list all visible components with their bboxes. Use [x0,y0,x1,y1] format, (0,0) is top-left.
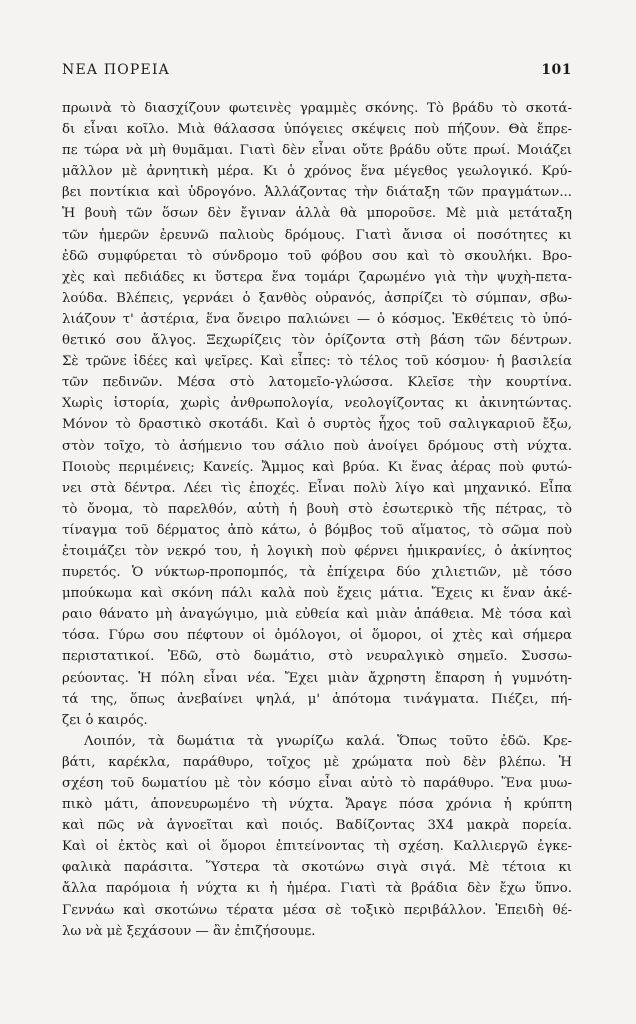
text-line: πυρετός. Ὁ νύκτωρ-προπομπός, τὰ ἐπίχειρα δύο χιλιετιῶν, μὲ τόσο [62,565,572,581]
text-line: λούδα. Βλέπεις, γερνάει ὁ ξανθὸς οὐρανός, ἀσπρίζει τὸ σύμπαν, σβω- [62,290,572,306]
text-line: δι εἶναι κοῖλο. Μιὰ θάλασσα ὑπόγειες σκέψεις ποὺ πήζουν. Θὰ ἔπρε- [62,122,572,138]
text-line: Χωρὶς ἱστορία, χωρὶς ἀνθρωπολογία, νεολογίζοντας κι ἀκινητώντας. [62,396,572,412]
text-line: θετικό σου ἄλγος. Ξεχωρίζεις τὸν ὁρίζοντα στὴ βάση τῶν δέντρων. [62,333,572,349]
text-line: τίναγμα τοῦ δέρματος ἀπὸ κάτω, ὁ βόμβος τοῦ αἵματος, τὸ σῶμα ποὺ [62,522,572,538]
text-line: ζει ὁ καιρός. [62,712,148,728]
text-line: βάτι, καρέκλα, παράθυρο, τοῖχος μὲ χρώματα ποὺ δὲν βλέπω. Ἡ [62,754,572,770]
text-line: Λοιπόν, τὰ δωμάτια τὰ γνωρίζω καλά. Ὅπως τοῦτο ἐδῶ. Κρε- [84,733,572,749]
text-line: λιάζουν τ' ἀστέρια, ἕνα ὄνειρο παλιώνει — ὁ κόσμος. Ἐκθέτεις τὸ ὑπό- [62,311,572,327]
text-line: μᾶλλον μὲ ἀρνητικὴ μέρα. Κι ὁ χρόνος ἕνα μέγεθος γεωλογικό. Κρύ- [62,164,572,180]
text-line: Ἡ βουὴ τῶν ὅσων δὲν ἔγιναν ἀλλὰ θὰ μποροῦσε. Μὲ μιὰ μετάταξη [62,206,572,222]
running-title: ΝΕΑ ΠΟΡΕΙΑ [62,62,170,78]
text-line: περιστατικοί. Ἐδῶ, στὸ δωμάτιο, στὸ νευραλγικὸ σημεῖο. Συσσω- [62,649,572,665]
text-line: πικὸ μάτι, ἀπονευρωμένο τὴ νύχτα. Ἄραγε πόσα χρόνια ἡ κρύπτη [62,797,572,813]
text-line: Σὲ τρῶνε ἰδέες καὶ ψεῖρες. Καὶ εἶπες: τὸ τέλος τοῦ κόσμου· ἡ βασιλεία [62,354,572,370]
text-line: νει στὰ δέντρα. Λέει τὶς ἐποχές. Εἶναι πολὺ λίγο καὶ μηχανικό. Εἶπα [62,480,572,496]
text-line: Γεννάω καὶ σκοτώνω τέρατα μέσα σὲ τοξικὸ περιβάλλον. Ἐπειδὴ θέ- [62,902,572,918]
text-line: ρεύοντας. Ἡ πόλη εἶναι νέα. Ἔχει μιὰν ἄχρηστη ἔπαρση ἡ γυμνότη- [62,670,572,686]
text-line: τὸ ὄνομα, τὸ παρελθόν, αὐτὴ ἡ βουὴ στὸ ἐσωτερικὸ τῆς πέτρας, τὸ [62,501,572,517]
text-line: τά της, ὅπως ἀνεβαίνει ψηλά, μ' ἀπότομα τινάγματα. Πιέζει, πή- [62,691,572,707]
text-line: ραιο θάνατο μὴ ἀναγώγιμο, μιὰ εὐθεία καὶ μιὰν ἀπάθεια. Μὲ τόσα καὶ [62,607,572,623]
paragraph [62,98,572,731]
text-line: τόσα. Γύρω σου πέφτουν οἱ ὁμόλογοι, οἱ ὅμοροι, οἱ χτὲς καὶ σήμερα [62,628,572,644]
page-number: 101 [541,62,572,78]
text-line: πρωινὰ τὸ διασχίζουν φωτεινὲς γραμμὲς σκόνης. Τὸ βράδυ τὸ σκοτά- [62,101,572,116]
text-line: ἄλλα παρόμοια ἡ νύχτα κι ἡ ἡμέρα. Γιατὶ τὰ βράδια δὲν ἔχω ὕπνο. [62,881,572,897]
text-line: ἑτοιμάζει τὸν νεκρό του, ἡ λογικὴ ποὺ φέρνει ἡμικρανίες, ὁ ἀκίνητος [62,543,572,559]
text-line: σχέση τοῦ δωματίου μὲ τὸν κόσμο εἶναι αὐτὸ τὸ παράθυρο. Ἕνα μυω- [62,776,572,791]
text-line: τῶν ἡμερῶν ἐρευνῶ παλιοὺς δρόμους. Γιατὶ ἄνισα οἱ ποσότητες κι [62,227,572,243]
body-text [62,98,572,942]
paragraph [62,731,572,942]
text-line: Ποιοὺς περιμένεις; Κανείς. Ἄμμος καὶ βρύα. Κι ἕνας ἀέρας ποὺ φυτώ- [62,459,572,475]
text-line: Καὶ οἱ ἐκτὸς καὶ οἱ ὅμοροι ἐπιτείνοντας τὴ σχέση. Καλλιεργῶ ἐγκε- [62,839,572,855]
text-line: φαλικὰ παράσιτα. Ὕστερα τὰ σκοτώνω σιγὰ σιγά. Μὲ τέτοια κι [62,860,572,876]
text-line: λω νὰ μὲ ξεχάσουν — ἂν ἐπιζήσουμε. [62,923,316,939]
text-line: Μόνον τὸ δραστικὸ σκοτάδι. Καὶ ὁ συρτὸς ἦχος τοῦ σαλιγκαριοῦ ἔξω, [62,417,572,433]
text-line: ἐδῶ συμφύρεται τὸ σύνδρομο τοῦ φόβου σου καὶ τὸ σκουλήκι. Βρο- [62,248,572,264]
text-line: χὲς καὶ πεδιάδες κι ὕστερα ἕνα τομάρι ζαρωμένο γιὰ τὴν ψυχὴ-πετα- [62,269,572,285]
text-line: στὸν τοῖχο, τὸ ἀσήμενιο του σάλιο ποὺ ἀνοίγει δρόμους στὴ νύχτα. [62,438,572,454]
text-line: μπούκωμα καὶ σκόνη πάλι καλὰ ποὺ ἔχεις μάτια. Ἔχεις κι ἕναν ἀκέ- [62,586,572,602]
running-header [62,62,572,78]
text-line: καὶ πῶς νὰ ἀγνοεῖται καὶ ποιός. Βαδίζοντας 3Χ4 μακρὰ πορεία. [62,818,572,834]
text-line: τῶν πεδινῶν. Μέσα στὸ λατομεῖο-γλώσσα. Κλεῖσε τὴν κουρτίνα. [62,375,572,391]
text-line: βει ποντίκια καὶ ὑδρογόνο. Ἀλλάζοντας τὴν διάταξη τῶν πραγμάτων... [62,185,572,201]
text-line: πε τώρα νὰ μὴ θυμᾶμαι. Γιατὶ δὲν εἶναι οὔτε βράδυ οὔτε πρωί. Μοιάζει [62,143,572,159]
